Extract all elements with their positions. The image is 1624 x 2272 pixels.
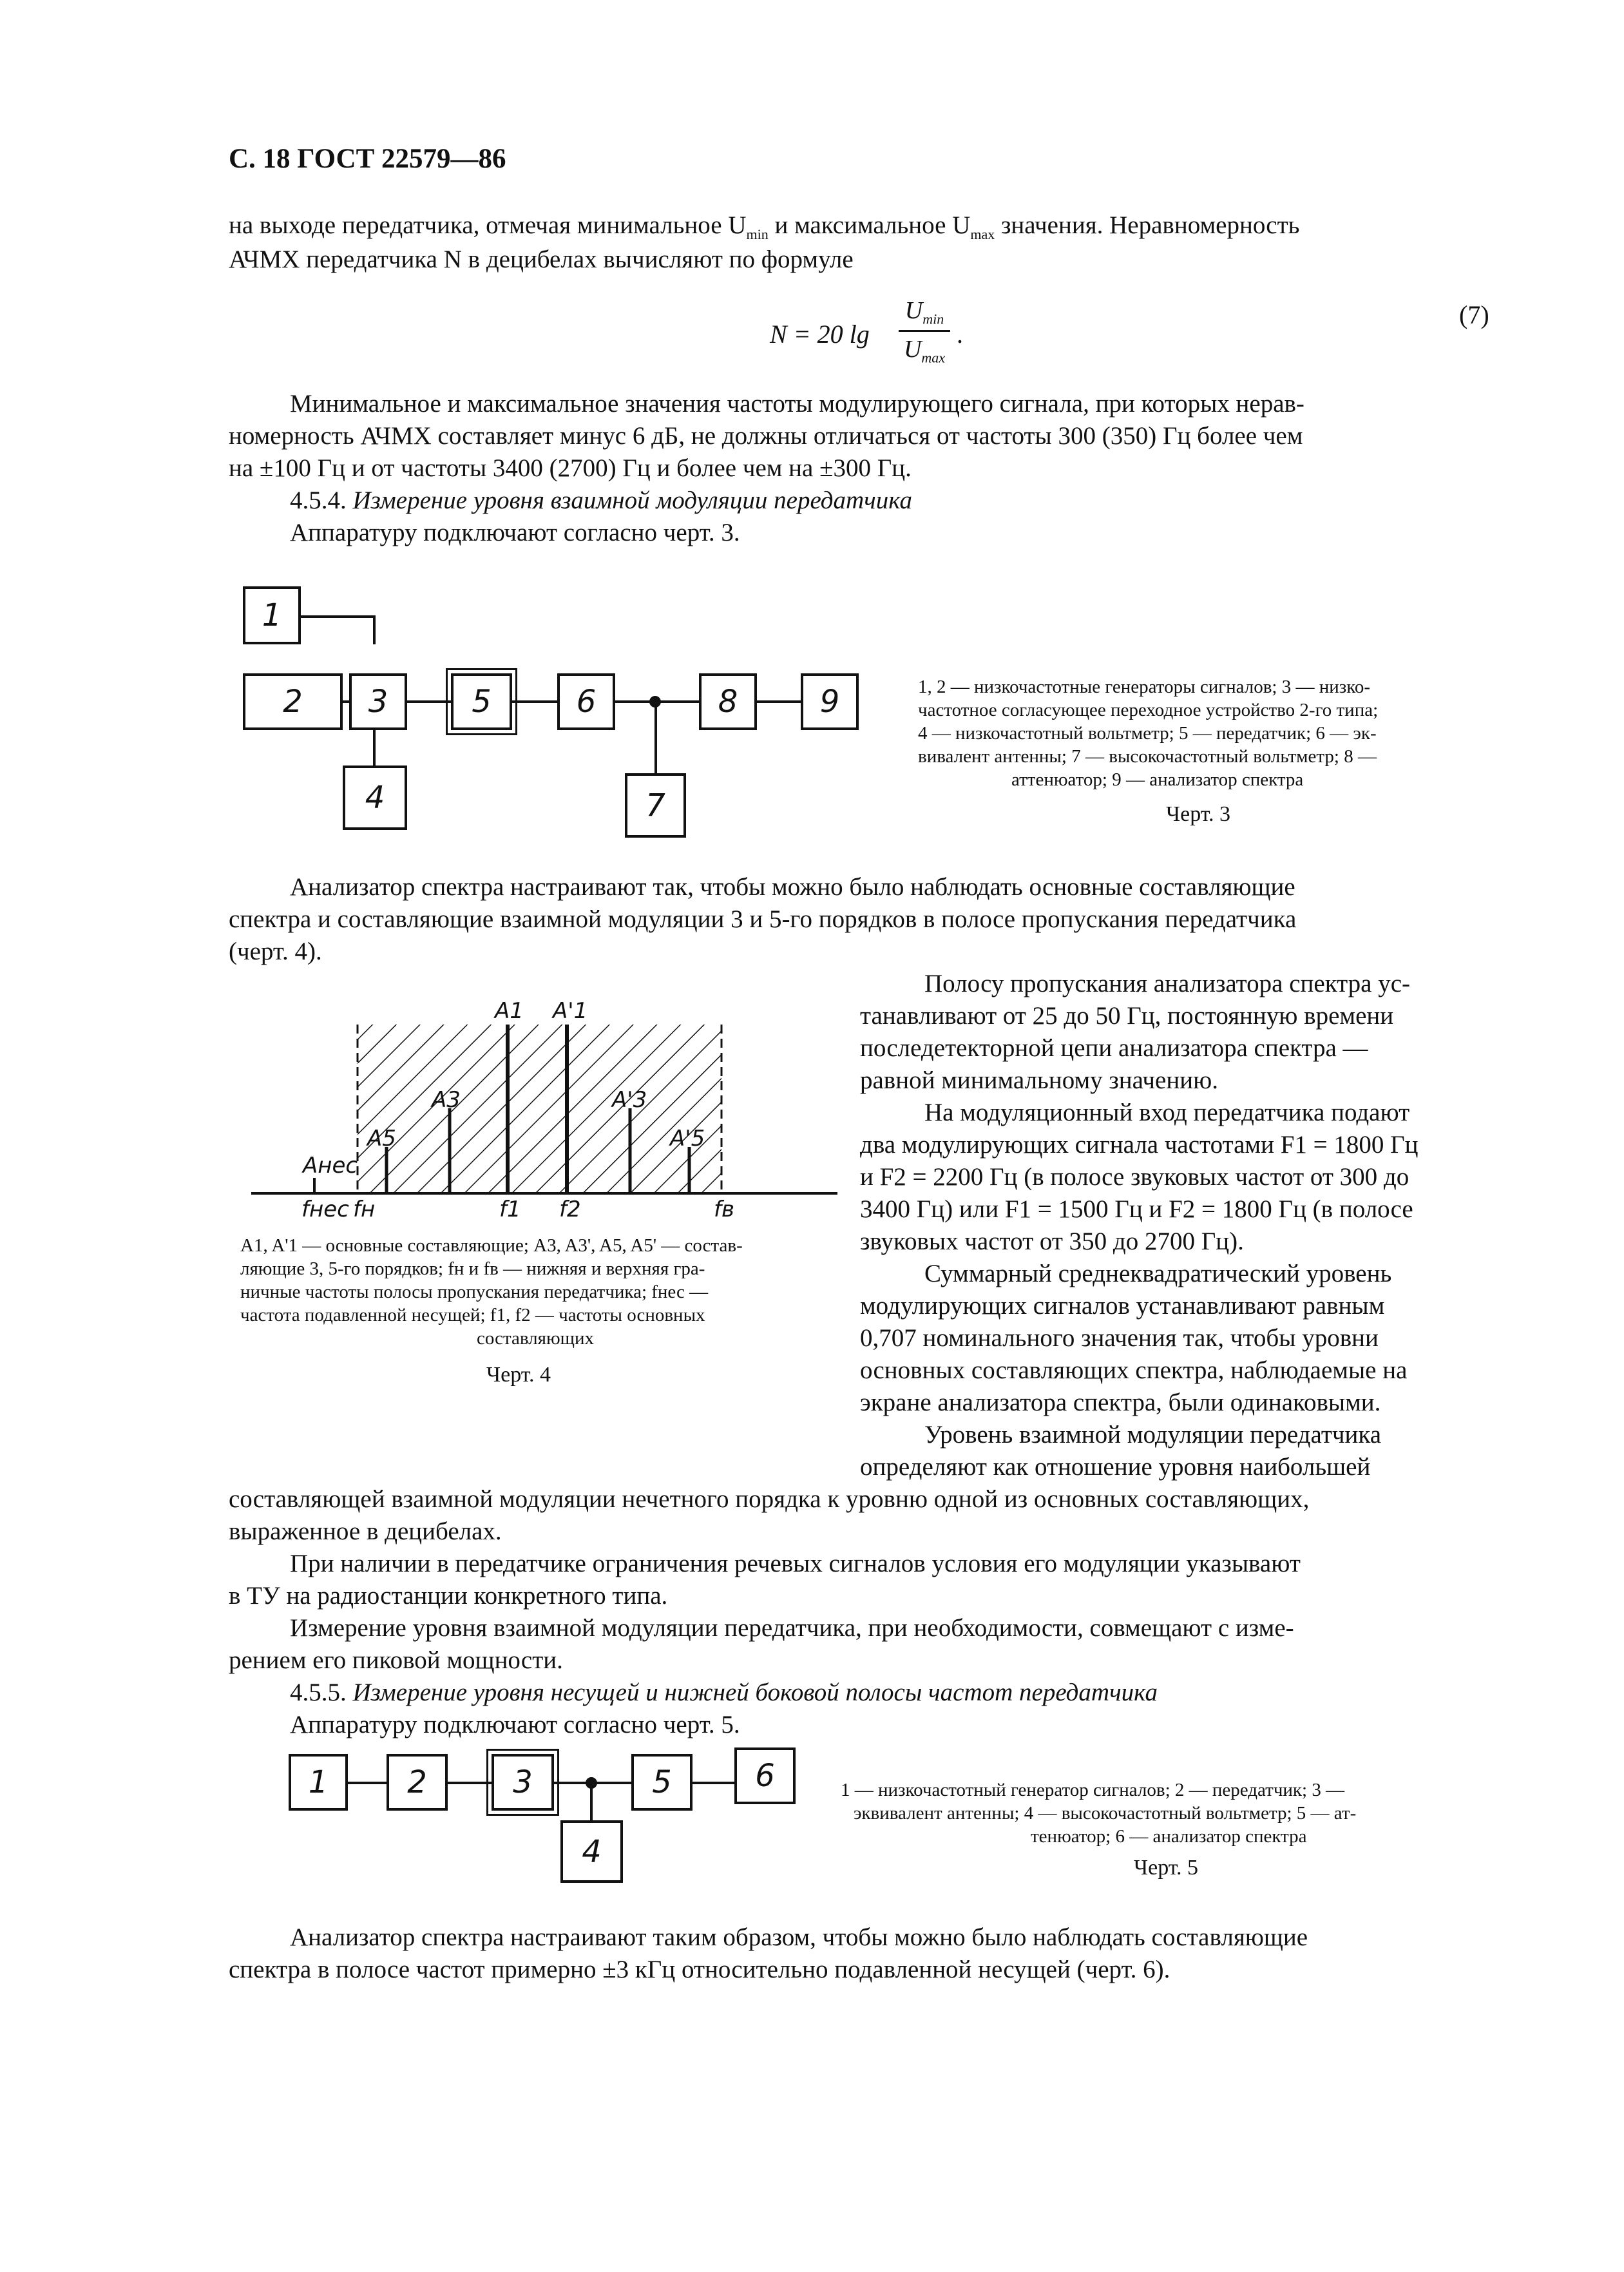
para3-line1: Анализатор спектра настраивают так, чтобы можно было наблюдать основные составляющие <box>290 873 1295 901</box>
label-a1p: A'1 <box>553 998 588 1024</box>
right-col-line: два модулирующих сигнала частотами F1 = 1800 Гц <box>860 1131 1419 1159</box>
fig5-legend-line: 1 — низкочастотный генератор сигналов; 2 — передатчик; 3 — <box>841 1780 1345 1800</box>
block-9: 9 <box>801 673 859 730</box>
para1-line1: на выходе передатчика, отмечая минимальное $U_{min}$ и максимальное $U_{max}$ значения. Неравномерность <box>229 211 1300 242</box>
junction-dot <box>649 696 661 708</box>
passband-hatch <box>358 1025 721 1192</box>
block-2: 2 <box>243 673 343 730</box>
label-a1: A1 <box>495 998 524 1024</box>
fig5-title: Черт. 5 <box>1134 1856 1199 1880</box>
fig4-legend-line: A1, A'1 — основные составляющие; A3, A3', A5, A5' — состав- <box>240 1235 743 1256</box>
right-col-line: определяют как отношение уровня наибольшей <box>860 1453 1371 1481</box>
section-4-5-5-heading: 4.5.5. Измерение уровня несущей и нижней боковой полосы частот передатчика <box>290 1679 1158 1706</box>
label-anes: Aнес <box>303 1153 358 1179</box>
right-col-line: Суммарный среднеквадратический уровень <box>924 1260 1392 1287</box>
right-col-line: модулирующих сигналов устанавливают равным <box>860 1292 1385 1320</box>
fig3-title: Черт. 3 <box>1166 802 1231 826</box>
page-header: С. 18 ГОСТ 22579—86 <box>229 144 506 174</box>
after-line: При наличии в передатчике ограничения речевых сигналов условия его модуляции указывают <box>290 1550 1301 1577</box>
para2-line2: номерность АЧМХ составляет минус 6 дБ, не должны отличаться от частоты 300 (350) Гц более чем <box>229 422 1303 450</box>
block-1: 1 <box>243 586 301 644</box>
formula-dot: . <box>957 320 963 349</box>
after-line: Измерение уровня взаимной модуляции передатчика, при необходимости, совмещают с изме- <box>290 1614 1294 1642</box>
label-fn: fн <box>353 1197 376 1218</box>
right-col-line: и F2 = 2200 Гц (в полосе звуковых частот от 300 до <box>860 1163 1409 1191</box>
fig4-legend-line: частота подавленной несущей; f1, f2 — частоты основных <box>240 1305 705 1325</box>
section-4-5-4-connect: Аппаратуру подключают согласно черт. 3. <box>290 519 740 546</box>
para2-line3: на ±100 Гц и от частоты 3400 (2700) Гц и более чем на ±300 Гц. <box>229 454 912 482</box>
wire-2-3 <box>448 1782 492 1784</box>
right-col-line: 0,707 номинального значения так, чтобы уровни <box>860 1324 1379 1352</box>
block-1: 1 <box>289 1754 348 1811</box>
block-6: 6 <box>734 1747 796 1804</box>
fig3-legend-line: вивалент антенны; 7 — высокочастотный вольтметр; 8 — <box>918 746 1377 767</box>
formula-denominator: $U_{max}$ <box>903 336 946 366</box>
fig4-legend-line: ничные частоты полосы пропускания передатчика; fнес — <box>240 1282 709 1302</box>
block-4: 4 <box>343 765 407 830</box>
para3-line3: (черт. 4). <box>229 938 322 965</box>
last-para-line2: спектра в полосе частот примерно ±3 кГц относительно подавленной несущей (черт. 6). <box>229 1956 1170 1983</box>
block-8: 8 <box>699 673 757 730</box>
fig3-legend-line: 4 — низкочастотный вольтметр; 5 — передатчик; 6 — эк- <box>918 723 1377 744</box>
label-f2: f2 <box>559 1197 581 1218</box>
right-col-line: звуковых частот от 350 до 2700 Гц). <box>860 1227 1244 1255</box>
formula-numerator: $U_{min}$ <box>904 297 944 327</box>
fig3-legend-line: 1, 2 — низкочастотные генераторы сигналов; 3 — низко- <box>918 677 1370 697</box>
label-a3: A3 <box>432 1087 461 1113</box>
label-a5p: A'5 <box>670 1126 705 1151</box>
para3-line2: спектра и составляющие взаимной модуляции 3 и 5-го порядков в полосе пропускания передатчика <box>229 905 1297 933</box>
figure-4-spectrum <box>245 986 844 1218</box>
right-col-line: Уровень взаимной модуляции передатчика <box>924 1421 1382 1449</box>
fig5-legend-line: тенюатор; 6 — анализатор спектра <box>1031 1826 1307 1847</box>
wire-1-3 <box>301 615 376 618</box>
last-para-line1: Анализатор спектра настраивают таким образом, чтобы можно было наблюдать составляющие <box>290 1923 1308 1951</box>
wire-1-2 <box>348 1782 387 1784</box>
wire-3-4 <box>373 730 376 765</box>
fig4-title: Черт. 4 <box>486 1363 551 1387</box>
fraction-bar <box>899 330 950 332</box>
wire-8-9 <box>757 700 801 703</box>
block-3-antenna-equivalent: 3 <box>492 1754 554 1811</box>
fig5-legend-line: эквивалент антенны; 4 — высокочастотный вольтметр; 5 — ат- <box>854 1803 1357 1824</box>
after-line: составляющей взаимной модуляции нечетного порядка к уровню одной из основных составляющих, <box>229 1485 1310 1513</box>
right-col-line: последетекторной цепи анализатора спектра — <box>860 1034 1368 1062</box>
block-6: 6 <box>557 673 615 730</box>
right-col-line: танавливают от 25 до 50 Гц, постоянную времени <box>860 1002 1394 1030</box>
section-4-5-5-connect: Аппаратуру подключают согласно черт. 5. <box>290 1711 740 1738</box>
block-4: 4 <box>560 1820 623 1883</box>
right-col-line: 3400 Гц) или F1 = 1500 Гц и F2 = 1800 Гц (в полосе <box>860 1195 1413 1223</box>
right-col-line: На модуляционный вход передатчика подают <box>924 1099 1410 1126</box>
block-5: 5 <box>631 1754 693 1811</box>
label-a3p: A'3 <box>612 1087 647 1113</box>
block-2: 2 <box>387 1754 448 1811</box>
wire-5-6 <box>512 700 557 703</box>
wire-1-3-vert <box>373 615 376 644</box>
right-col-line: экране анализатора спектра, были одинаковыми. <box>860 1389 1381 1416</box>
right-col-line: равной минимальному значению. <box>860 1066 1218 1094</box>
formula-number: (7) <box>1459 300 1489 329</box>
wire-junction-7 <box>654 702 657 774</box>
after-line: рением его пиковой мощности. <box>229 1646 563 1674</box>
para1-line2: АЧМХ передатчика N в децибелах вычисляют по формуле <box>229 245 854 273</box>
block-7: 7 <box>625 773 686 838</box>
label-fnes: fнес <box>301 1197 349 1218</box>
label-f1: f1 <box>499 1197 521 1218</box>
junction-dot <box>586 1777 597 1789</box>
fig4-legend-line: ляющие 3, 5-го порядков; fн и fв — нижняя и верхняя гра- <box>240 1258 705 1279</box>
right-col-line: основных составляющих спектра, наблюдаемые на <box>860 1356 1408 1384</box>
wire-3-5 <box>407 700 451 703</box>
fig3-legend-line: частотное согласующее переходное устройство 2-го типа; <box>918 700 1379 720</box>
block-5-transmitter: 5 <box>451 673 512 730</box>
label-a5: A5 <box>367 1126 396 1151</box>
wire-2-3 <box>343 700 349 703</box>
right-col-line: Полосу пропускания анализатора спектра ус- <box>924 970 1411 997</box>
label-fv: fв <box>714 1197 735 1218</box>
fig4-legend-line: составляющих <box>477 1328 595 1349</box>
section-4-5-4-heading: 4.5.4. Измерение уровня взаимной модуляции передатчика <box>290 486 913 514</box>
after-line: выраженное в децибелах. <box>229 1517 502 1545</box>
fig3-legend-line: аттенюатор; 9 — анализатор спектра <box>1011 769 1304 790</box>
block-3: 3 <box>349 673 407 730</box>
formula-lhs: N = 20 lg <box>770 320 870 349</box>
wire-5-6 <box>693 1782 734 1784</box>
para2-line1: Минимальное и максимальное значения частоты модулирующего сигнала, при которых нерав- <box>290 390 1304 418</box>
after-line: в ТУ на радиостанции конкретного типа. <box>229 1582 668 1610</box>
